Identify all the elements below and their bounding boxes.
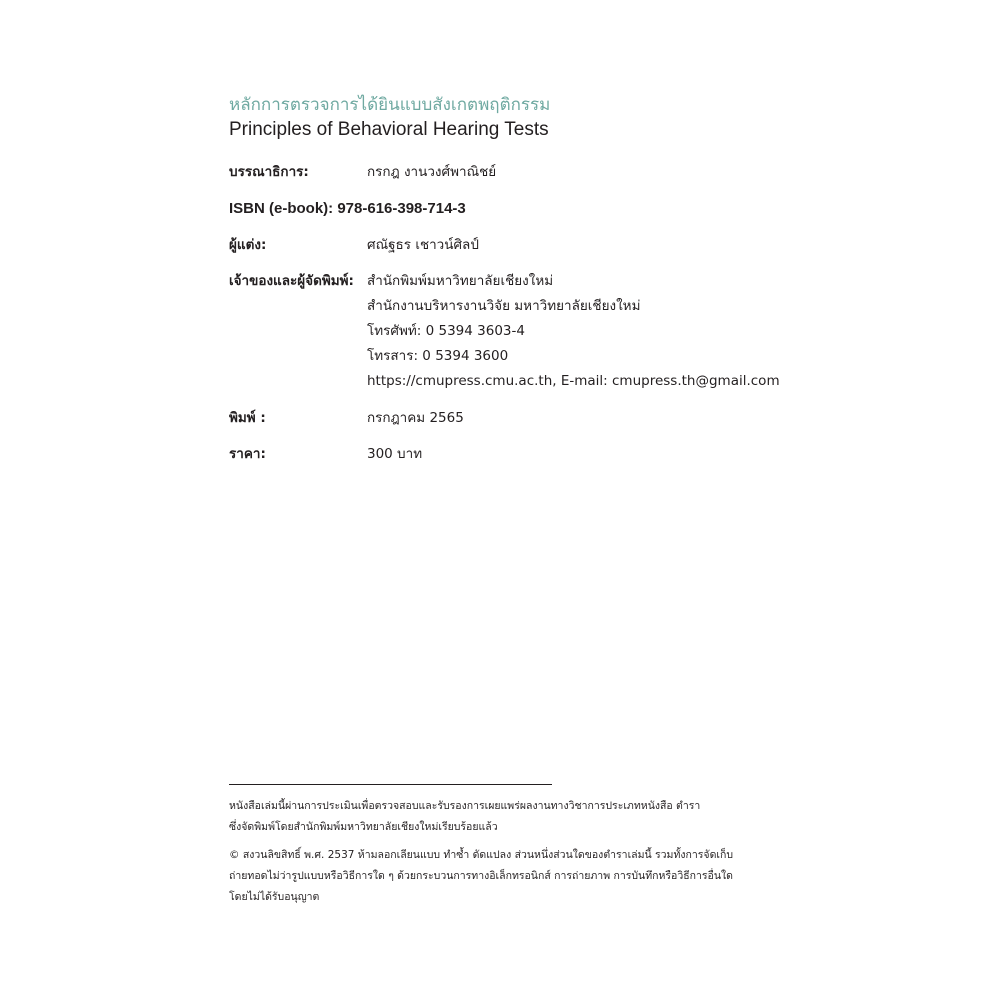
editor-label: บรรณาธิการ: [229,164,309,180]
printed-value: กรกฎาคม 2565 [367,410,464,426]
footnote-divider [229,784,552,785]
book-title-english: Principles of Behavioral Hearing Tests [229,119,549,140]
book-title-thai: หลักการตรวจการได้ยินแบบสังเกตพฤติกรรม [229,95,551,115]
publisher-label: เจ้าของและผู้จัดพิมพ์: [229,273,354,289]
publisher-web-email: https://cmupress.cmu.ac.th, E-mail: cmupress.th@gmail.com [367,373,780,389]
publisher-fax: โทรสาร: 0 5394 3600 [367,348,509,364]
approval-note-line-2: ซึ่งจัดพิมพ์โดยสำนักพิมพ์มหาวิทยาลัยเชียงใหม่เรียบร้อยแล้ว [229,821,498,833]
isbn: ISBN (e-book): 978-616-398-714-3 [229,200,466,217]
publisher-office: สำนักงานบริหารงานวิจัย มหาวิทยาลัยเชียงใหม่ [367,298,641,314]
author-value: ศณัฐธร เชาวน์ศิลป์ [367,237,479,253]
copyright-note-line-2: ถ่ายทอดไม่ว่ารูปแบบหรือวิธีการใด ๆ ด้วยกระบวนการทางอิเล็กทรอนิกส์ การถ่ายภาพ การบันทึกหรือวิธีการอื่นใด [229,870,733,882]
price-label: ราคา: [229,446,266,462]
editor-value: กรกฎ งานวงศ์พาณิชย์ [367,164,497,180]
price-value: 300 บาท [367,446,423,462]
printed-label: พิมพ์ : [229,410,266,426]
approval-note-line-1: หนังสือเล่มนี้ผ่านการประเมินเพื่อตรวจสอบและรับรองการเผยแพร่ผลงานทางวิชาการประเภทหนังสือ ตำรา [229,800,701,812]
author-label: ผู้แต่ง: [229,237,267,253]
copyright-note-line-3: โดยไม่ได้รับอนุญาต [229,891,320,903]
publisher-phone: โทรศัพท์: 0 5394 3603-4 [367,323,525,339]
copyright-note-line-1: © สงวนลิขสิทธิ์ พ.ศ. 2537 ห้ามลอกเลียนแบบ ทำซ้ำ ดัดแปลง ส่วนหนึ่งส่วนใดของตำราเล่มนี้ รวมทั้งการจัดเก็บ [229,849,734,861]
publisher-name: สำนักพิมพ์มหาวิทยาลัยเชียงใหม่ [367,273,554,289]
